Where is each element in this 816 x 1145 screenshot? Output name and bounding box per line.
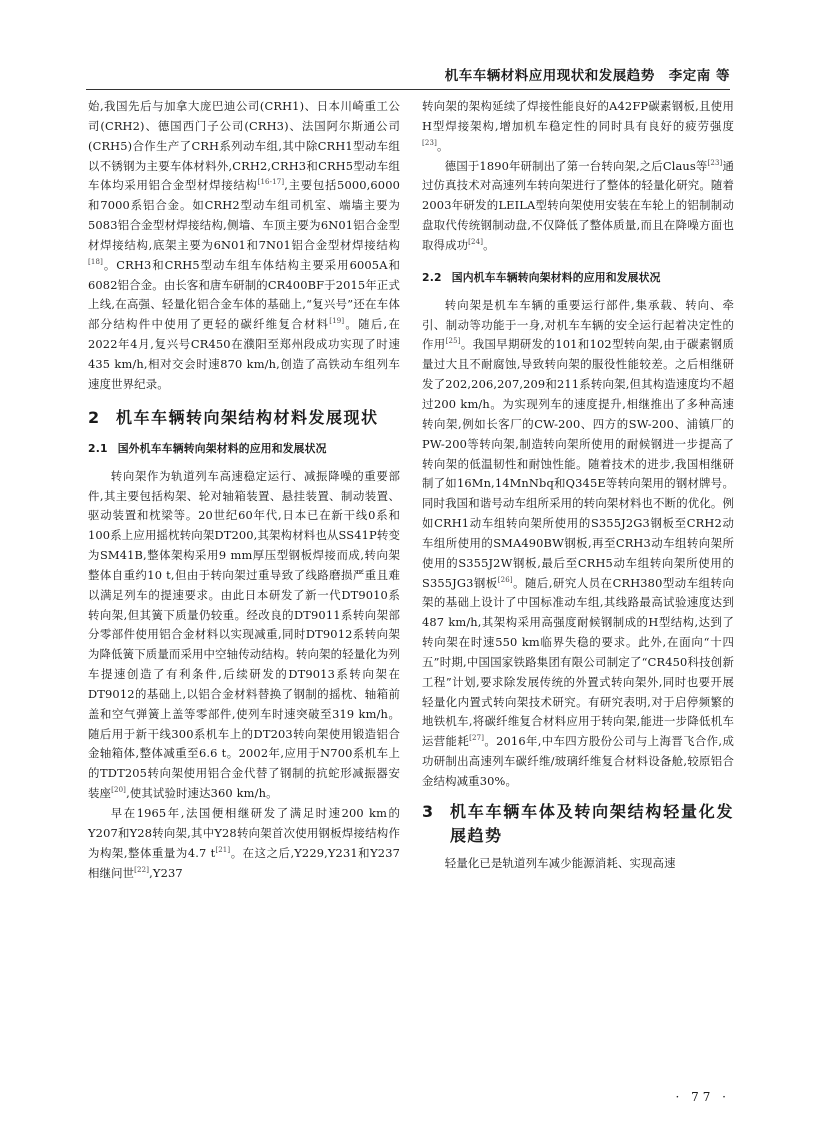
section-number: 2: [88, 407, 101, 427]
paragraph: [88, 804, 400, 883]
text-run: ,主要包括5000,6000和7000系铝合金。如CRH2型动车组司机室、端墙主要为5083铝合金型材焊接结构,侧墙、车顶主要为6N01铝合金型材焊接结构,底架主要为6N01和7N01铝合金型材焊接结构: [88, 178, 400, 252]
text-run: ,Y237: [149, 865, 183, 880]
section-number: 3: [422, 801, 435, 821]
citation-ref: [21]: [215, 845, 231, 854]
subsection-number: 2.1: [88, 441, 108, 455]
header-rule: [86, 89, 730, 90]
citation-ref: [26]: [497, 575, 513, 584]
section-heading: [422, 800, 734, 848]
section-title: 机车车辆转向架结构材料发展现状: [116, 407, 379, 427]
citation-ref: [23]: [422, 138, 437, 147]
subsection-heading: [88, 439, 400, 459]
paragraph-continuation: [422, 97, 734, 157]
text-run: 轻量化已是轨道列车减少能源消耗、实现高速: [444, 855, 676, 870]
citation-ref: [24]: [468, 237, 484, 246]
paragraph: [422, 296, 734, 792]
paragraph: [88, 467, 400, 804]
citation-ref: [25]: [445, 337, 461, 346]
citation-ref: [18]: [88, 257, 103, 266]
text-run: 。随后,在2022年4月,复兴号CR450在濮阳至郑州段成功实现了时速435 km/h,相对交会时速870 km/h,创造了高铁动车组列车速度世界纪录。: [88, 317, 400, 391]
text-run: 。在这之后,Y229,Y231和Y237相继问世: [88, 845, 400, 880]
citation-ref: [23]: [707, 158, 723, 167]
page-number: · 77 ·: [675, 1090, 730, 1104]
right-column: [422, 97, 734, 874]
text-run: 。我国早期研发的101和102型转向架,由于碳素钢质量过大且不耐腐蚀,导致转向架的服役性能较差。之后相继研发了202,206,207,209和211系转向架,但其构造速度均不超过200 km/h。为实现列车的速度提升,相继推出了多种高速转向架,例如长客厂的CW-200、四方的SW-200、浦镇厂的PW-200等转向架,制造转向架所使用的耐候钢进一步提高了转向架的低温韧性和耐蚀性能。随着技术的进步,我国相继研制了如16Mn,14MnNbq和Q345E等转向架用的钢材牌号。同时我国和谐号动车组所采用的转向架材料也不断的优化。例如CRH1动车组转向架所使用的S355J2G3钢板至CRH2动车组所使用的SMA490BW钢板,再至CRH3动车组转向架所使用的S355J2W钢板,最后至CRH5动车组转向架所使用的S355JG3钢板: [422, 337, 734, 590]
text-run: 。2016年,中车四方股份公司与上海晋飞合作,成功研制出高速列车碳纤维/玻璃纤维复合材料设备舱,较原铝合金结构减重30%。: [422, 734, 734, 788]
text-run: 。: [483, 237, 495, 252]
citation-ref: [27]: [469, 734, 485, 743]
subsection-title: 国内机车车辆转向架材料的应用和发展状况: [451, 270, 661, 284]
subsection-number: 2.2: [422, 270, 442, 284]
subsection-heading: [422, 268, 734, 288]
text-run: 转向架是机车车辆的重要运行部件,集承载、转向、牵引、制动等功能于一身,对机车车辆的安全运行起着决定性的作用: [422, 297, 734, 352]
citation-ref: [19]: [329, 317, 345, 326]
paragraph: [422, 854, 734, 874]
running-header: 机车车辆材料应用现状和发展趋势 李定南 等: [444, 68, 730, 84]
paragraph: [422, 157, 734, 256]
text-run: 。: [436, 138, 449, 153]
citation-ref: [16-17]: [257, 178, 285, 187]
left-column: [88, 97, 400, 883]
text-run: 通过仿真技术对高速列车转向架进行了整体的轻量化研究。随着2003年研发的LEILA型转向架使用安装在车轮上的铝制制动盘取代传统钢制动盘,不仅降低了整体质量,而且在降噪方面也取得成功: [422, 158, 734, 252]
citation-ref: [20]: [111, 786, 127, 795]
text-run: 。CRH3和CRH5型动车组车体结构主要采用6005A和6082铝合金。由长客和唐车研制的CR400BF于2015年正式上线,在高强、轻量化铝合金车体的基础上,“复兴号”还在车体部分结构件中使用了更轻的碳纤维复合材料: [88, 257, 400, 332]
text-run: 转向架的架构延续了焊接性能良好的A42FP碳素钢板,且使用H型焊接架构,增加机车稳定性的同时具有良好的疲劳强度: [422, 99, 734, 133]
paragraph-continuation: [88, 97, 400, 395]
section-heading: [88, 406, 400, 430]
subsection-title: 国外机车车辆转向架材料的应用和发展状况: [117, 441, 327, 455]
text-run: 德国于1890年研制出了第一台转向架,之后Claus等: [444, 158, 708, 173]
text-run: ,使其试验时速达360 km/h。: [126, 786, 278, 801]
text-run: 早在1965年,法国便相继研发了满足时速200 km的Y207和Y28转向架,其中Y28转向架首次使用钢板焊接结构作为构架,整体重量为4.7 t: [88, 806, 400, 860]
citation-ref: [22]: [134, 865, 150, 874]
section-title: 机车车辆车体及转向架结构轻量化发展趋势: [450, 801, 734, 845]
text-run: 转向架作为轨道列车高速稳定运行、减振降噪的重要部件,其主要包括构架、轮对轴箱装置、悬挂装置、制动装置、驱动装置和枕梁等。20世纪60年代,日本已在新干线0系和100系上应用摇枕转向架DT200,其架构材料也从SS41P转变为SM41B,整体架构采用9 mm厚压型钢板焊接而成,转向架整体自重约10 t,但由于转向架过重导致了线路磨损严重且难以满足列车的提速要求。由此日本研发了新一代DT9010系转向架,但其簧下质量仍较重。经改良的DT9011系转向架部分零部件使用铝合金材料以实现减重,同时DT9012系转向架为降低簧下质量而采用中空轴传动结构。转向架的轻量化为列车提速创造了有利条件,后续研发的DT9013系转向架在DT9012的基础上,以铝合金材料替换了钢制的摇枕、轴箱前盖和空气弹簧上盖等零部件,使列车时速突破至319 km/h。随后用于新干线300系机车上的DT203转向架使用锻造铝合金轴箱体,整体减重至6.6 t。2002年,应用于N700系机车上的TDT205转向架使用铝合金代替了钢制的抗蛇形减振器安装座: [88, 468, 400, 801]
text-run: 始,我国先后与加拿大庞巴迪公司(CRH1)、日本川崎重工公司(CRH2)、德国西门子公司(CRH3)、法国阿尔斯通公司(CRH5)合作生产了CRH系列动车组,其中除CRH1型动车组以不锈钢为主要车体材料外,CRH2,CRH3和CRH5型动车组车体均采用铝合金型材焊接结构: [88, 99, 400, 193]
text-run: 。随后,研究人员在CRH380型动车组转向架的基础上设计了中国标准动车组,其线路最高试验速度达到487 km/h,其架构采用高强度耐候钢制成的H型结构,达到了转向架在时速550 km临界失稳的要求。此外,在面向“十四五”时期,中国国家铁路集团有限公司制定了“CR450科技创新工程”计划,要求除发展传统的外置式转向架外,同时也要开展轻量化内置式转向架技术研究。有研究表明,对于启停频繁的地铁机车,将碳纤维复合材料应用于转向架,能进一步降低机车运营能耗: [422, 575, 734, 749]
